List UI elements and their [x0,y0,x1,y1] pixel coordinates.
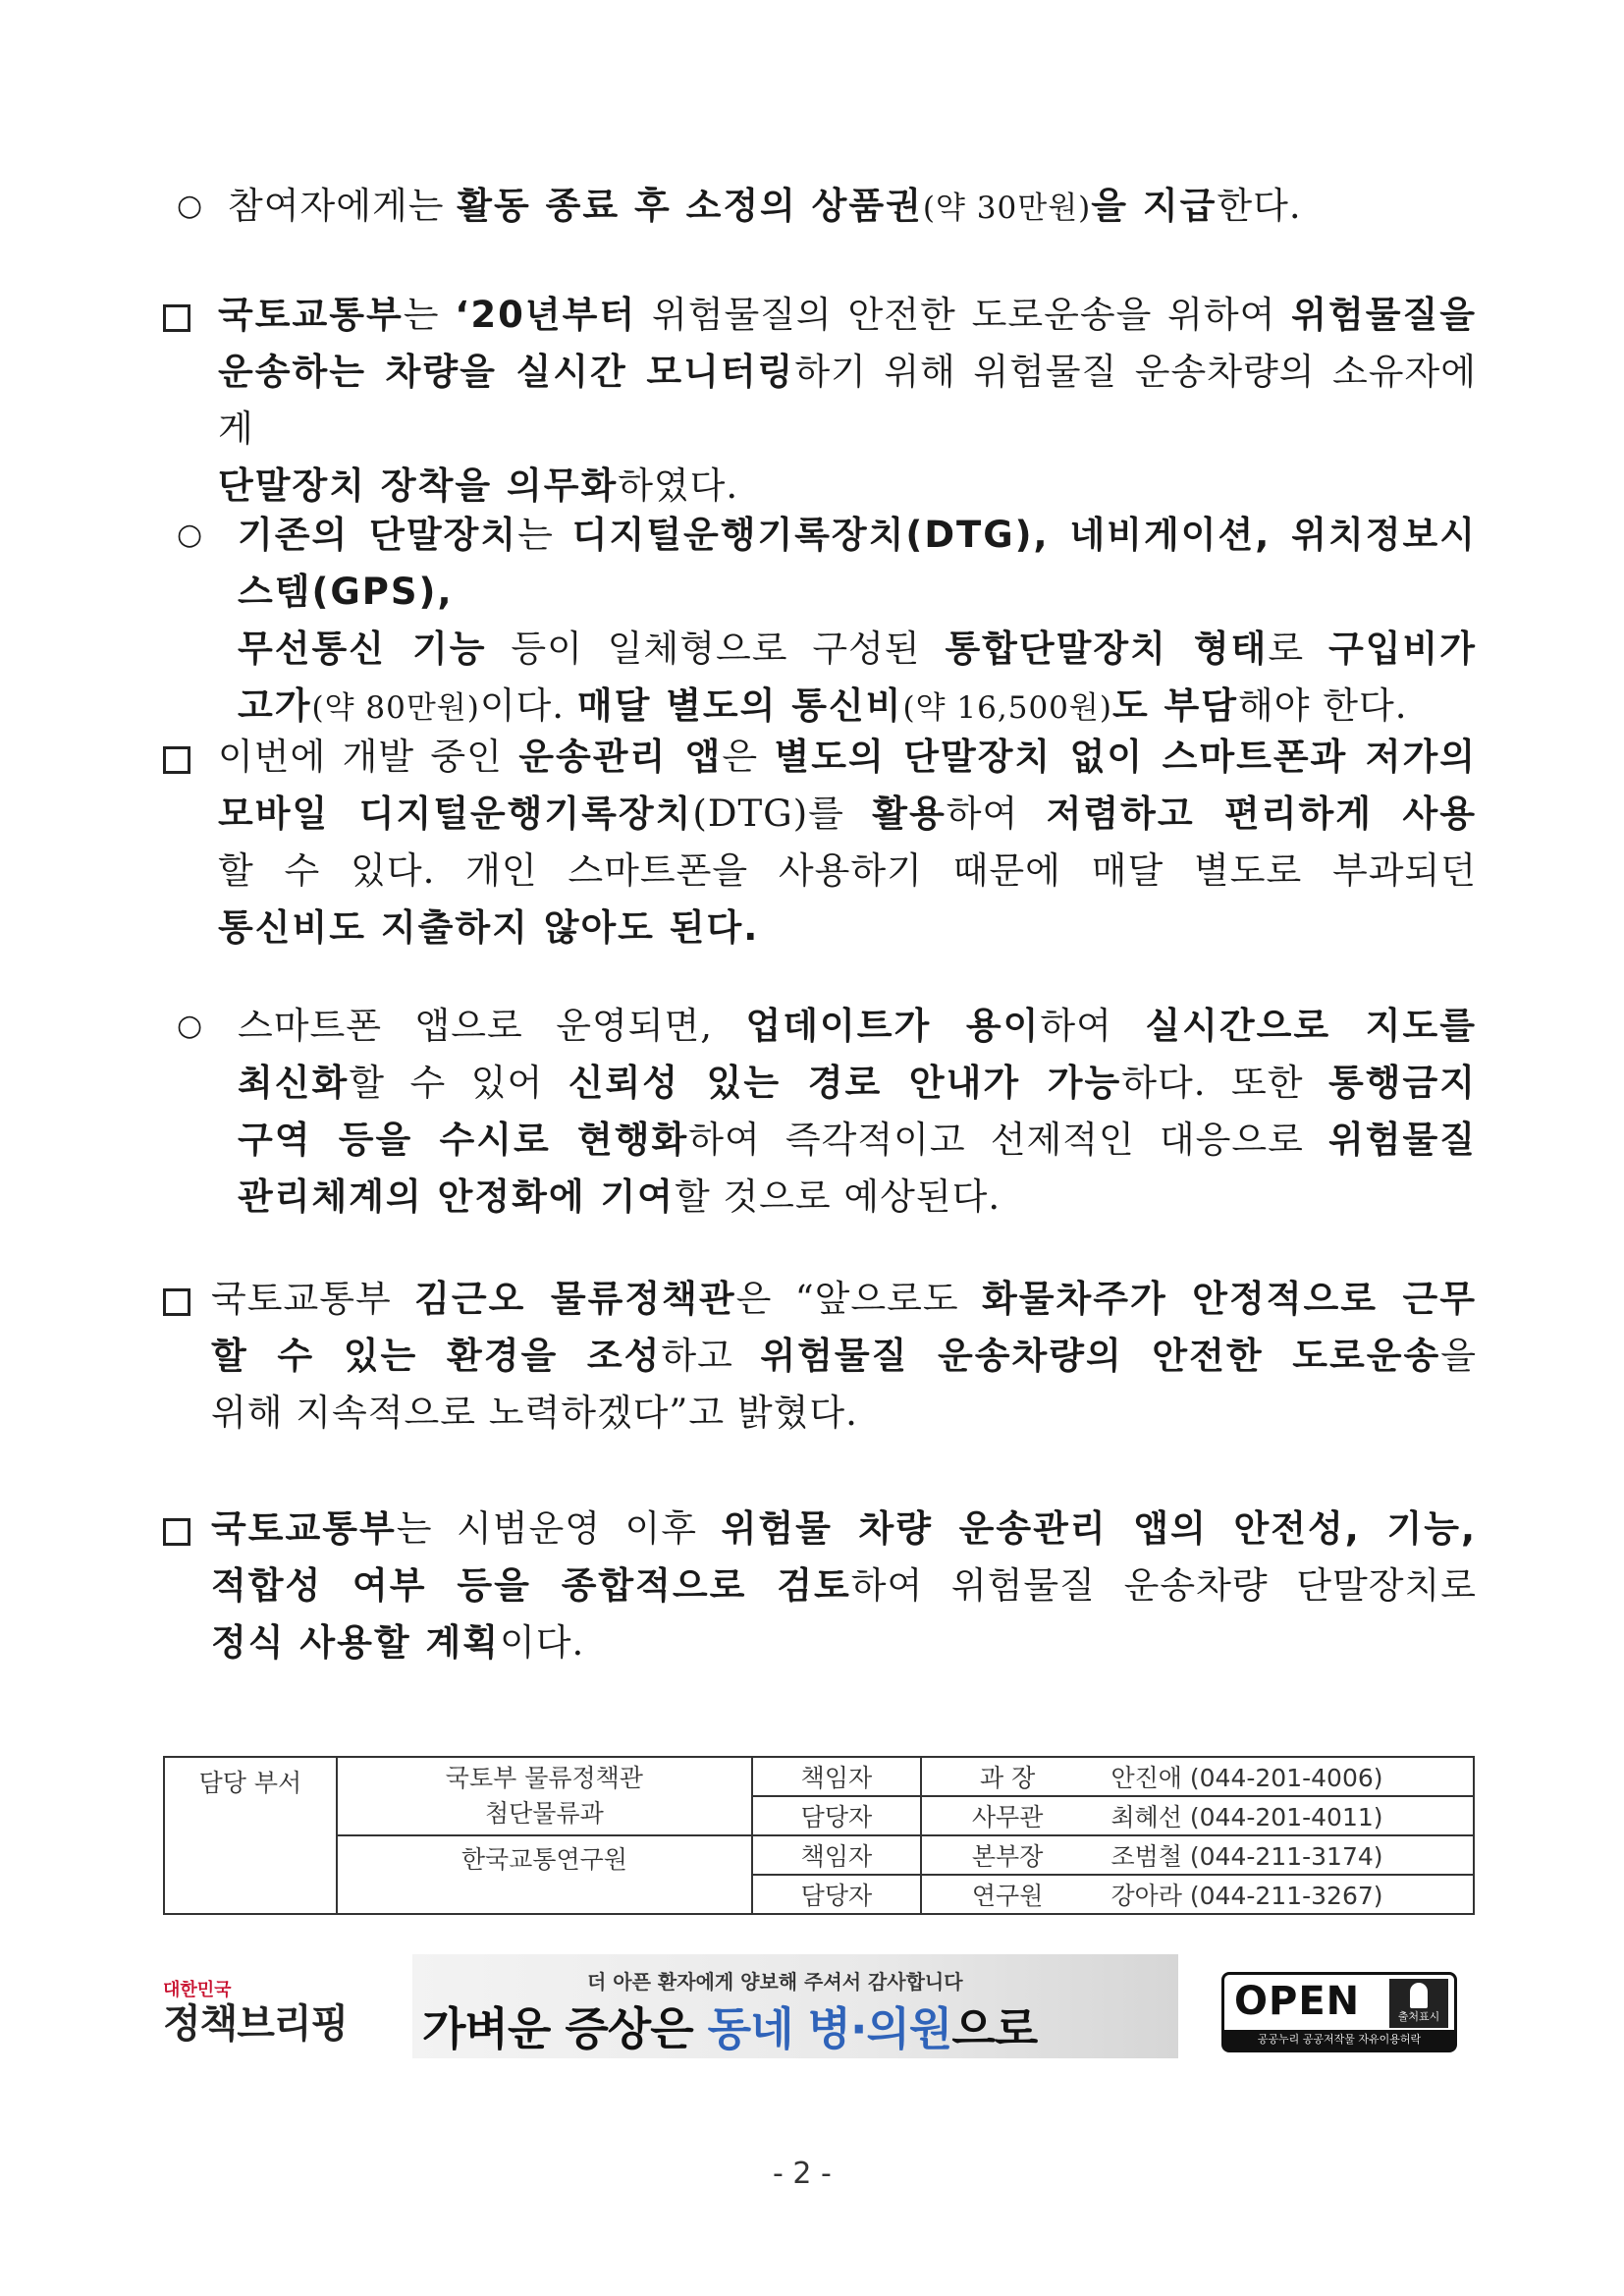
emphasis-text: 김근오 물류정책관 [414,1278,736,1320]
name-phone-cell: 조범철 (044-211-3174) [1094,1835,1475,1875]
emphasis-text: 실시간으로 지도를 [1145,1005,1478,1047]
open-badge [1389,1979,1448,2028]
body-text: (약 80만원) [311,690,480,726]
emphasis-text: 기존의 단말장치 [238,514,518,556]
role-cell: 담당자 [752,1796,921,1835]
emphasis-text: 저렴하고 편리하게 사용 [1046,793,1477,835]
table-row [164,1835,1474,1875]
name-phone-cell: 안진애 (044-201-4006) [1094,1757,1475,1796]
body-text: 해야 한다. [1238,684,1408,727]
checkbox-square-icon [163,304,190,332]
emphasis-text: 정식 사용할 계획 [211,1621,500,1664]
dept-org-2: 한국교통연구원 [337,1835,752,1914]
banner-main-a: 가벼운 증상은 [422,2002,708,2055]
dept-org-1 [337,1757,752,1835]
text-line [211,1271,1477,1328]
policy-briefing-logo [163,1976,350,2047]
body-text: (약 16,500원) [902,690,1112,726]
banner-main-c: 으로 [951,2002,1038,2055]
logo-main-text: 정책브리핑 [163,2001,349,2047]
body-text: 등이 일체형으로 구성된 [486,628,946,670]
emphasis-text: 모바일 디지털운행기록장치 [218,793,693,835]
text-line [238,998,1477,1055]
contact-table [163,1756,1475,1915]
body-text: 이다. [479,684,577,727]
paragraph-5 [238,998,1477,1226]
text-line [218,843,1477,900]
paragraph-6 [211,1271,1477,1442]
paragraph-4 [218,729,1477,957]
emphasis-text: 운송관리 앱 [518,736,723,778]
dept-label: 담당 부서 [164,1757,337,1914]
body-text: 국토교통부 [211,1278,415,1320]
open-caption: 공공누리 공공저작물 자유이용허락 [1224,2030,1454,2050]
title-cell: 본부장 [921,1835,1094,1875]
body-text: 를 [808,793,873,835]
text-line [211,1501,1477,1558]
banner-main-text [422,1994,1037,2058]
checkbox-square-icon [163,1288,190,1316]
body-text: 할 수 있다. 개인 스마트폰을 사용하기 때문에 매달 별도로 부과되던 [218,849,1477,892]
emphasis-text: 위험물질을 [1291,294,1477,336]
emphasis-text: 화물차주가 안정적으로 근무 [982,1278,1477,1320]
open-license-logo [1221,1972,1457,2052]
paragraph-1 [228,178,1406,237]
emphasis-text: 고가 [238,684,312,727]
text-line [211,1558,1477,1614]
body-text: 는 [403,294,456,336]
emphasis-text: 활동 종료 후 소정의 상품권 [457,185,923,227]
emphasis-text: 활용 [872,793,947,835]
emphasis-text: 별도의 단말장치 없이 스마트폰과 저가의 [774,736,1477,778]
emphasis-text: 관리체계의 안정화에 기여 [238,1175,675,1218]
emphasis-text: 통행금지 [1328,1062,1477,1104]
emphasis-text: 지급 [1142,185,1218,227]
body-text: 하여 위험물질 운송차량 단말장치로 [850,1564,1477,1607]
checkbox-square-icon [163,746,190,774]
logo-small-text: 대한민국 [163,1980,232,2000]
body-text: 하다. 또한 [1121,1062,1329,1104]
emphasis-text: 최신화 [238,1062,350,1104]
text-line [218,729,1477,786]
org1-line2: 첨단물류과 [485,1799,604,1828]
circle-bullet-icon: ○ [177,1009,203,1043]
paragraph-2 [218,287,1477,515]
circle-bullet-icon: ○ [177,189,203,223]
text-line [238,621,1477,678]
body-text: 하여 [946,793,1047,835]
text-line [218,786,1477,843]
banner-top-text: 더 아픈 환자에게 양보해 주셔서 감사합니다 [587,1970,963,1994]
emphasis-text: 매달 별도의 통신비 [576,684,903,727]
text-line [211,1328,1477,1385]
body-text: 는 [517,514,572,556]
emphasis-text: 위험물 차량 운송관리 앱의 안전성, 기능, [721,1507,1478,1550]
title-cell: 과 장 [921,1757,1094,1796]
text-line [238,1112,1477,1169]
role-cell: 책임자 [752,1757,921,1796]
table-row [164,1757,1474,1796]
body-text: (DTG) [692,793,809,835]
body-text: 하였다. [618,465,739,507]
title-cell: 사무관 [921,1796,1094,1835]
text-line [228,178,1406,237]
emphasis-text: 구입비가 [1328,628,1477,670]
role-cell: 책임자 [752,1835,921,1875]
body-text: 로 [1268,628,1329,670]
emphasis-text: 통신비도 지출하지 않아도 된다. [218,906,760,949]
emphasis-text: 구역 등을 수시로 현행화 [238,1119,689,1161]
emphasis-text: 위험물질 [1328,1119,1477,1161]
text-line [238,678,1477,737]
emphasis-text: 단말장치 장착을 의무화 [218,465,619,507]
emphasis-text: 디지털운행기록장치(DTG), 네비게이션, 위치정보시스템(GPS), [238,514,1477,613]
org1-line1: 국토부 물류정책관 [445,1764,643,1792]
banner-main-b: 동네 병·의원 [707,2002,952,2055]
body-text: 할 것으로 예상된다. [674,1175,1001,1218]
emphasis-text: 운송하는 차량을 실시간 모니터링 [218,351,795,393]
emphasis-text: 을 [1091,185,1143,227]
open-text: OPEN [1234,1979,1361,2024]
name-phone-cell: 강아라 (044-211-3267) [1094,1875,1475,1914]
body-text: (약 30만원) [922,191,1092,226]
text-line [218,344,1477,458]
page-number: - 2 - [773,2157,832,2191]
body-text: 위해 지속적으로 노력하겠다”고 밝혔다. [211,1392,858,1434]
emphasis-text: 무선통신 기능 [238,628,487,670]
emphasis-text: 위험물질 운송차량의 안전한 도로운송 [760,1335,1441,1377]
paragraph-3 [238,507,1477,737]
body-text: 이번에 개발 중인 [218,736,519,778]
emphasis-text: 통합단말장치 형태 [945,628,1269,670]
body-text: 이다. [499,1621,585,1664]
emphasis-text: 도 부담 [1111,684,1239,727]
body-text: 은 “앞으로도 [735,1278,983,1320]
text-line [238,1055,1477,1112]
text-line [218,900,1477,957]
emphasis-text: 적합성 여부 등을 종합적으로 검토 [211,1564,851,1607]
body-text: 참여자에게는 [228,185,458,227]
checkbox-square-icon [163,1518,190,1546]
body-text: 할 수 있어 [349,1062,568,1104]
paragraph-7 [211,1501,1477,1671]
body-text: 하여 [1040,1005,1146,1047]
text-line [238,507,1477,621]
emphasis-text: 신뢰성 있는 경로 안내가 가능 [568,1062,1122,1104]
circle-bullet-icon: ○ [177,518,203,552]
body-text: 하기 위해 위험물질 운송차량의 소유자에게 [218,351,1477,450]
body-text: 위험물질의 안전한 도로운송을 위하여 [636,294,1292,336]
body-text: 는 시범운영 이후 [396,1507,722,1550]
emphasis-text: 국토교통부 [218,294,404,336]
body-text: 스마트폰 앱으로 운영되면, [238,1005,746,1047]
title-cell: 연구원 [921,1875,1094,1914]
emphasis-text: 할 수 있는 환경을 조성 [211,1335,662,1377]
name-phone-cell: 최혜선 (044-201-4011) [1094,1796,1475,1835]
body-text: 하여 즉각적이고 선제적인 대응으로 [688,1119,1329,1161]
body-text: 을 [1440,1335,1477,1377]
text-line [211,1385,1477,1442]
body-text: 하고 [661,1335,761,1377]
person-icon [1410,1983,1428,2008]
body-text: 한다. [1217,185,1302,227]
campaign-banner [412,1954,1178,2058]
text-line [218,287,1477,344]
emphasis-text: 업데이트가 용이 [745,1005,1041,1047]
body-text: 은 [722,736,775,778]
role-cell: 담당자 [752,1875,921,1914]
open-badge-label: 출처표시 [1397,2010,1440,2023]
emphasis-text: 국토교통부 [211,1507,397,1550]
emphasis-text: ‘20년부터 [455,294,637,336]
text-line [211,1614,1477,1671]
text-line [238,1169,1477,1226]
